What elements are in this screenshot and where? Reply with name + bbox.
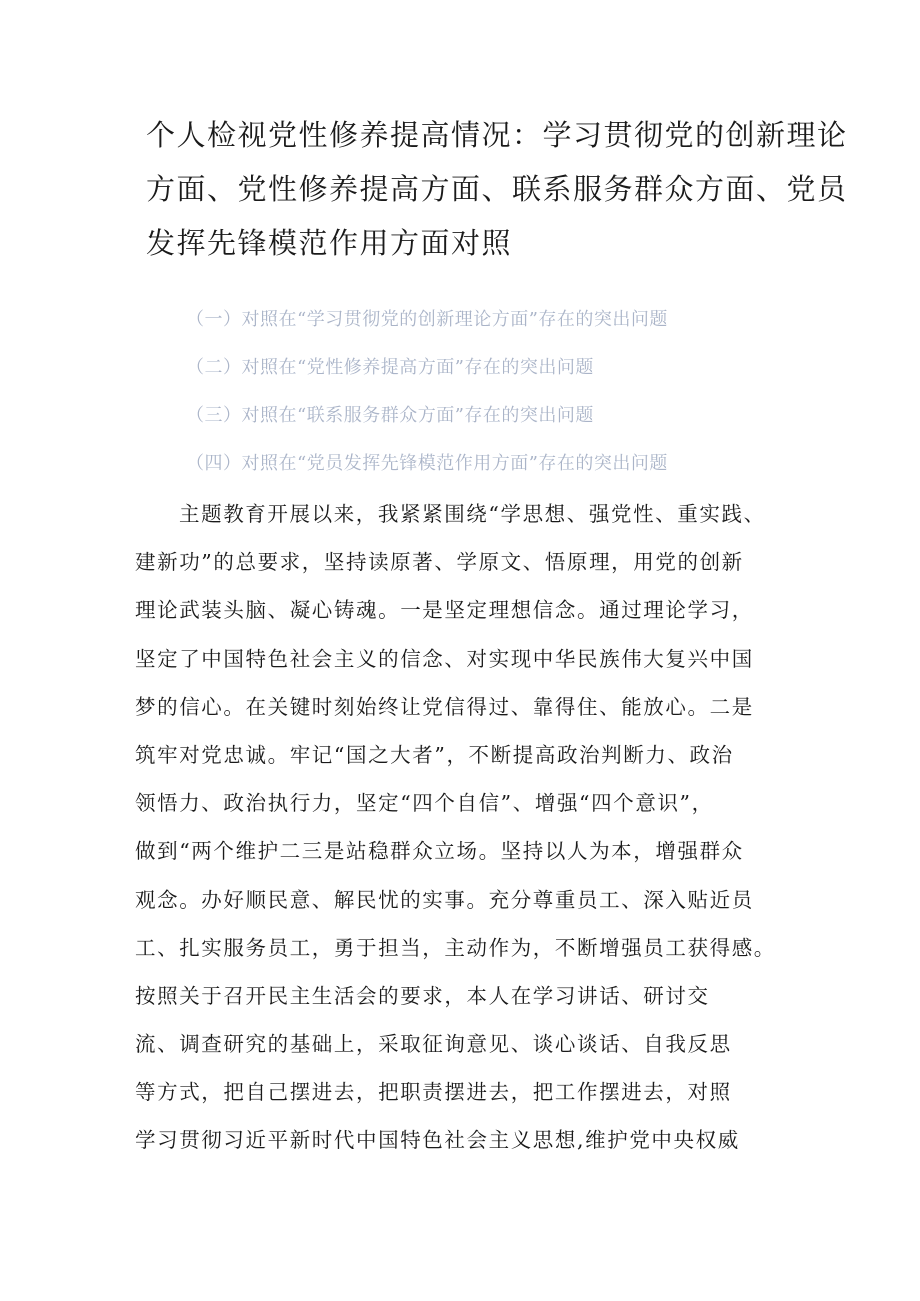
title-line: 发挥先锋模范作用方面对照 — [146, 226, 513, 260]
body-line: 主题教育开展以来，我紧紧围绕“学思想、强党性、重实践、 — [179, 502, 766, 526]
body-line: 理论武装头脑、凝心铸魂。一是坚定理想信念。通过理论学习， — [135, 598, 754, 623]
outline-item-2: （二）对照在“党性修养提高方面”存在的突出问题 — [186, 357, 594, 378]
body-line: 筑牢对党忠诚。牢记“国之大者”，不断提高政治判断力、政治 — [135, 742, 734, 767]
body-line: 梦的信心。在关键时刻始终让党信得过、靠得住、能放心。二是 — [135, 694, 754, 719]
title-line: 个人检视党性修养提高情况：学习贯彻党的创新理论 — [146, 118, 848, 152]
section-outline — [186, 304, 786, 496]
document-title — [146, 108, 848, 270]
body-line: 等方式，把自己摆进去，把职责摆进去，把工作摆进去，对照 — [135, 1080, 732, 1105]
body-line: 做到“两个维护二三是站稳群众立场。坚持以人为本，增强群众 — [135, 839, 744, 864]
outline-item-3: （三）对照在“联系服务群众方面”存在的突出问题 — [186, 405, 594, 426]
outline-item-1: （一）对照在“学习贯彻党的创新理论方面”存在的突出问题 — [186, 309, 668, 330]
body-line: 领悟力、政治执行力，坚定“四个自信”、增强“四个意识”， — [135, 791, 714, 816]
body-line: 坚定了中国特色社会主义的信念、对实现中华民族伟大复兴中国 — [135, 646, 754, 671]
title-line: 方面、党性修养提高方面、联系服务群众方面、党员 — [146, 172, 848, 206]
body-line: 学习贯彻习近平新时代中国特色社会主义思想,维护党中央权威 — [135, 1128, 740, 1153]
body-line: 按照关于召开民主生活会的要求，本人在学习讲话、研讨交 — [135, 983, 710, 1008]
body-line: 观念。办好顺民意、解民忧的实事。充分尊重员工、深入贴近员 — [135, 887, 754, 912]
outline-item-4: （四）对照在“党员发挥先锋模范作用方面”存在的突出问题 — [186, 453, 668, 474]
body-line: 建新功”的总要求，坚持读原著、学原文、悟原理，用党的创新 — [135, 550, 744, 575]
body-line: 流、调查研究的基础上，采取征询意见、谈心谈话、自我反思 — [135, 1032, 732, 1057]
body-text — [135, 494, 815, 1169]
body-line: 工、扎实服务员工，勇于担当，主动作为，不断增强员工获得感。 — [135, 935, 776, 960]
